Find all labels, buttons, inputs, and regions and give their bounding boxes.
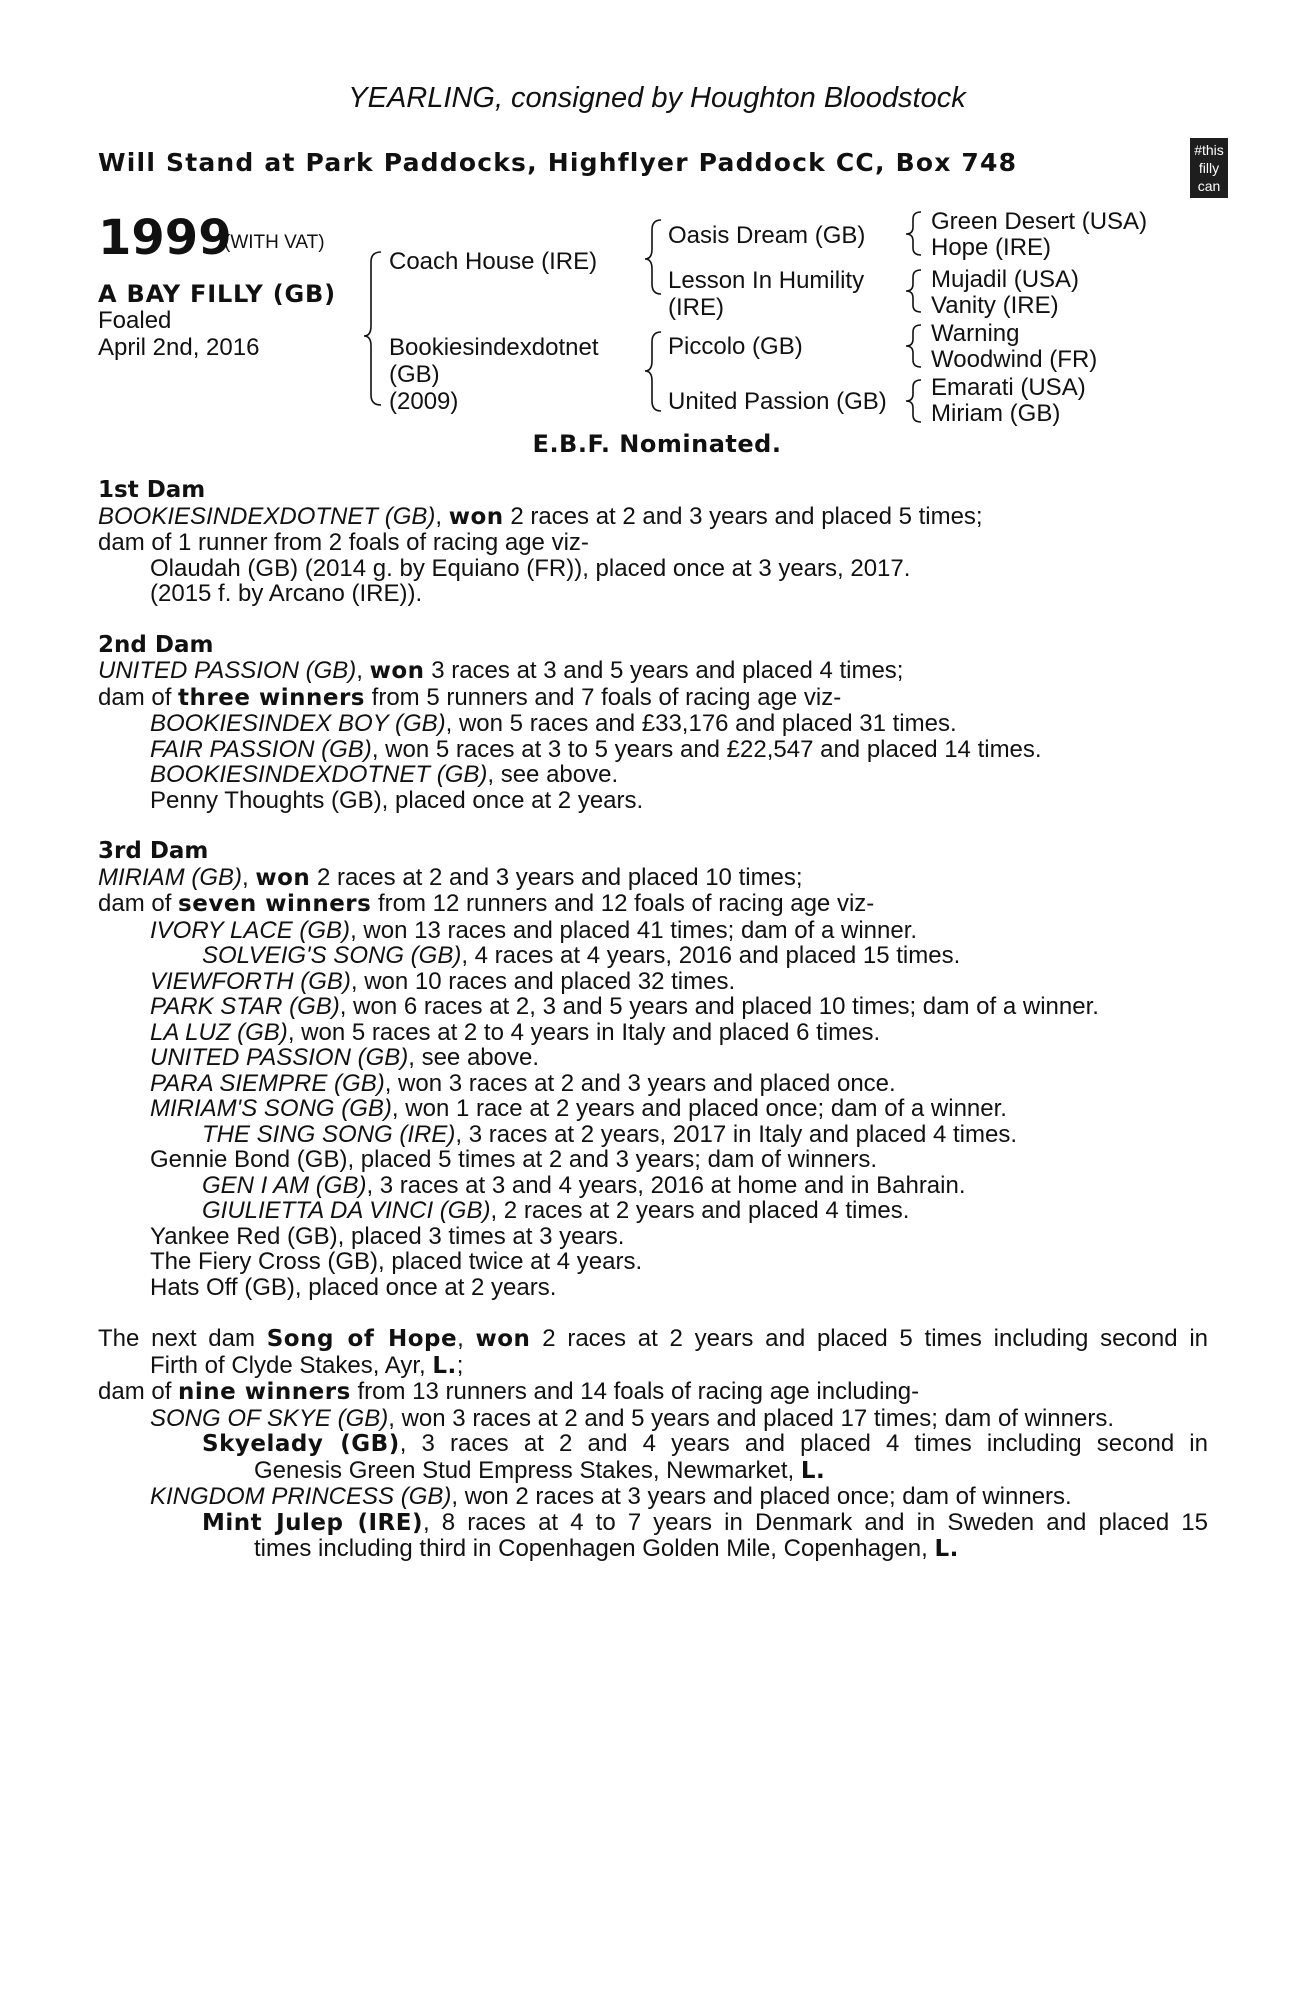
ebf-nominated: E.B.F. Nominated.	[532, 430, 782, 458]
first-dam-foal-2: (2015 f. by Arcano (IRE)).	[150, 580, 423, 607]
third-dam-produce-1	[98, 918, 1208, 944]
third-dam-won: won	[255, 864, 311, 891]
pedigree-sire: Coach House (IRE)	[389, 248, 598, 275]
pedigree-g3-3: Mujadil (USA)	[931, 266, 1080, 293]
pedigree-g3-8: Miriam (GB)	[931, 400, 1061, 427]
first-dam-text: 2 races at 2 and 3 years and placed 5 times;	[503, 502, 983, 530]
listed-marker: L.	[800, 1457, 826, 1484]
next-dam-produce-line	[98, 1379, 1208, 1406]
pedigree-dam-dam: United Passion (GB)	[668, 388, 887, 415]
second-dam-l2c: from 5 runners and 7 foals of racing age viz-	[364, 683, 842, 711]
produce-name: PARK STAR (GB)	[150, 993, 340, 1020]
produce-name: GEN I AM (GB)	[202, 1171, 367, 1199]
produce-name: MIRIAM'S SONG (GB)	[150, 1095, 392, 1122]
produce-name: BOOKIESINDEX BOY (GB)	[150, 710, 446, 737]
third-dam-produce-11	[98, 1173, 1208, 1199]
next-dam-l3a: dam of	[98, 1378, 179, 1405]
produce-name: IVORY LACE (GB)	[150, 916, 351, 944]
second-dam-name: UNITED PASSION (GB)	[98, 657, 357, 684]
produce-name: PARA SIEMPRE (GB)	[150, 1069, 385, 1097]
vat-note: (WITH VAT)	[224, 232, 325, 253]
third-dam-line	[98, 865, 1208, 892]
pedigree-dam-2: (GB)	[389, 361, 440, 388]
next-dam-sep: ,	[457, 1325, 476, 1352]
produce-text: , won 5 races at 3 to 5 years and £22,547 and placed 14 times.	[371, 735, 1042, 763]
third-dam-produce-15: Hats Off (GB), placed once at 2 years.	[150, 1273, 557, 1301]
produce-text-cont: Genesis Green Stud Empress Stakes, Newmarket,	[254, 1456, 801, 1484]
second-dam-produce-2	[98, 737, 1208, 763]
pedigree-dam-sire: Piccolo (GB)	[668, 333, 803, 360]
second-dam-produce-1	[98, 711, 1208, 737]
first-dam-produce-line: dam of 1 runner from 2 foals of racing age viz-	[98, 529, 589, 556]
third-dam-text: 2 races at 2 and 3 years and placed 10 times;	[310, 863, 803, 891]
next-dam-t2: Firth of Clyde Stakes, Ayr,	[150, 1351, 433, 1379]
third-dam-winners: seven winners	[178, 891, 372, 917]
produce-text: , won 13 races and placed 41 times; dam of a winner.	[350, 916, 918, 944]
next-dam-line-2	[98, 1353, 1208, 1380]
third-dam-produce-5	[98, 1020, 1208, 1046]
listed-marker: L.	[432, 1352, 457, 1379]
third-dam-produce-7	[98, 1071, 1208, 1097]
pedigree-g3-7: Emarati (USA)	[931, 374, 1086, 401]
produce-text: , won 5 races and £33,176 and placed 31 times.	[445, 710, 957, 737]
pedigree-dam-1: Bookiesindexdotnet	[389, 334, 599, 361]
second-dam-l2a: dam of	[98, 683, 179, 711]
produce-text: , won 10 races and placed 32 times.	[350, 967, 736, 995]
produce-name: GIULIETTA DA VINCI (GB)	[202, 1197, 491, 1224]
pedigree-sire-dam-2: (IRE)	[668, 294, 724, 321]
listed-marker: L.	[934, 1536, 959, 1562]
third-dam-produce-9	[98, 1122, 1208, 1148]
first-dam-won: won	[448, 503, 504, 530]
pedigree-sire-sire: Oasis Dream (GB)	[668, 222, 866, 249]
stand-location: Will Stand at Park Paddocks, Highflyer Paddock CC, Box 748	[98, 148, 1018, 177]
first-dam-section	[98, 478, 1208, 607]
produce-text: , won 1 race at 2 years and placed once; dam of a winner.	[391, 1095, 1007, 1122]
brace-gen1	[364, 252, 381, 405]
next-dam-line-1	[98, 1326, 1208, 1353]
pedigree-g3-4: Vanity (IRE)	[931, 292, 1059, 319]
third-dam-name: MIRIAM (GB)	[98, 863, 242, 891]
second-dam-line	[98, 658, 1208, 685]
second-dam-produce-4: Penny Thoughts (GB), placed once at 2 years.	[150, 786, 644, 814]
next-dam-winners: nine winners	[178, 1379, 351, 1405]
third-dam-produce-line	[98, 891, 1208, 918]
produce-text: , 3 races at 2 years, 2017 in Italy and placed 4 times.	[455, 1120, 1018, 1148]
lot-description: A BAY FILLY (GB)	[98, 280, 336, 308]
pedigree-dam-3: (2009)	[389, 388, 459, 415]
first-dam-line	[98, 504, 1208, 531]
produce-text: , won 2 races at 3 years and placed once; dam of winners.	[451, 1483, 1072, 1510]
third-dam-sep: ,	[242, 863, 256, 891]
brace-g3-2	[906, 270, 921, 312]
next-dam-produce-4-cont	[98, 1536, 1208, 1563]
produce-name: SOLVEIG'S SONG (GB)	[202, 942, 462, 969]
catalogue-body	[98, 478, 1208, 1589]
pedigree-g3-5: Warning	[931, 320, 1020, 347]
next-dam-l3c: from 13 runners and 14 foals of racing age including-	[350, 1378, 920, 1405]
produce-text: , see above.	[487, 761, 619, 788]
brace-g3-1	[906, 212, 921, 255]
first-dam-title: 1st Dam	[98, 477, 206, 503]
second-dam-produce-line	[98, 685, 1208, 712]
produce-text: , 8 races at 4 to 7 years in Denmark and in Sweden and placed 15	[422, 1508, 1208, 1536]
third-dam-section	[98, 839, 1208, 1300]
next-dam-semicolon: ;	[456, 1351, 464, 1379]
produce-name: THE SING SONG (IRE)	[202, 1120, 456, 1148]
third-dam-produce-13: Yankee Red (GB), placed 3 times at 3 years.	[150, 1222, 625, 1250]
next-dam-produce-2-cont	[98, 1458, 1208, 1485]
next-dam-t1: 2 races at 2 years and placed 5 times including second in	[530, 1325, 1208, 1352]
produce-name: BOOKIESINDEXDOTNET (GB)	[150, 761, 488, 788]
third-dam-produce-2	[98, 943, 1208, 969]
first-dam-name: BOOKIESINDEXDOTNET (GB)	[98, 502, 436, 530]
third-dam-l2a: dam of	[98, 890, 179, 917]
produce-text: , won 5 races at 2 to 4 years in Italy and placed 6 times.	[287, 1018, 881, 1046]
next-dam-lead: The next dam	[98, 1325, 267, 1352]
produce-name: KINGDOM PRINCESS (GB)	[150, 1483, 452, 1510]
third-dam-produce-4	[98, 994, 1208, 1020]
pedigree-g3-1: Green Desert (USA)	[931, 208, 1148, 235]
foaled-label: Foaled	[98, 307, 172, 334]
produce-name: UNITED PASSION (GB)	[150, 1044, 409, 1071]
first-dam-foal-1: Olaudah (GB) (2014 g. by Equiano (FR)), placed once at 3 years, 2017.	[150, 554, 911, 582]
second-dam-text: 3 races at 3 and 5 years and placed 4 times;	[424, 657, 904, 684]
produce-text: , won 3 races at 2 and 5 years and placed 17 times; dam of winners.	[388, 1404, 1114, 1432]
third-dam-title: 3rd Dam	[98, 838, 209, 864]
produce-text: , 3 races at 3 and 4 years, 2016 at home and in Bahrain.	[366, 1171, 966, 1199]
brace-g3-3	[906, 325, 921, 367]
second-dam-produce-3	[98, 762, 1208, 788]
third-dam-produce-6	[98, 1045, 1208, 1071]
produce-text: , 3 races at 2 and 4 years and placed 4 times including second in	[399, 1430, 1208, 1457]
brace-g3-4	[906, 380, 921, 422]
next-dam-produce-2	[98, 1431, 1208, 1458]
produce-text: , see above.	[408, 1044, 540, 1071]
second-dam-winners: three winners	[178, 684, 365, 711]
third-dam-l2c: from 12 runners and 12 foals of racing age viz-	[371, 890, 875, 917]
third-dam-produce-8	[98, 1096, 1208, 1122]
page-heading: YEARLING, consigned by Houghton Bloodstock	[348, 82, 966, 114]
produce-text: , won 6 races at 2, 3 and 5 years and placed 10 times; dam of a winner.	[339, 993, 1099, 1020]
next-dam-section	[98, 1326, 1208, 1563]
brace-sire	[645, 220, 661, 294]
pedigree-g3-6: Woodwind (FR)	[931, 346, 1098, 373]
third-dam-produce-10: Gennie Bond (GB), placed 5 times at 2 and 3 years; dam of winners.	[150, 1146, 878, 1173]
third-dam-produce-12	[98, 1198, 1208, 1224]
lot-number: 1999	[98, 210, 232, 266]
first-dam-sep: ,	[435, 502, 449, 530]
badge-line-2: filly	[1198, 160, 1220, 176]
brace-dam	[645, 332, 661, 411]
next-dam-produce-4	[98, 1510, 1208, 1537]
produce-name: LA LUZ (GB)	[150, 1018, 288, 1046]
foaled-date: April 2nd, 2016	[98, 334, 260, 361]
second-dam-title: 2nd Dam	[98, 631, 214, 658]
next-dam-won: won	[475, 1326, 531, 1352]
produce-text: , 2 races at 2 years and placed 4 times.	[490, 1197, 910, 1224]
third-dam-produce-3	[98, 969, 1208, 995]
second-dam-section	[98, 633, 1208, 814]
pedigree-sire-dam-1: Lesson In Humility	[668, 267, 865, 294]
produce-name: Skyelady (GB)	[202, 1431, 400, 1457]
next-dam-produce-3	[98, 1484, 1208, 1510]
next-dam-produce-1	[98, 1406, 1208, 1432]
produce-name: FAIR PASSION (GB)	[150, 735, 372, 763]
second-dam-sep: ,	[356, 657, 370, 684]
produce-name: Mint Julep (IRE)	[202, 1509, 423, 1536]
produce-text: , 4 races at 4 years, 2016 and placed 15 times.	[461, 942, 961, 969]
produce-text: , won 3 races at 2 and 3 years and placed once.	[384, 1069, 896, 1097]
badge-line-3: can	[1197, 178, 1221, 194]
second-dam-won: won	[369, 658, 425, 684]
produce-text-cont: times including third in Copenhagen Golden Mile, Copenhagen,	[254, 1535, 935, 1562]
badge-line-1: #this	[1194, 142, 1224, 158]
next-dam-name: Song of Hope	[266, 1326, 458, 1352]
produce-name: VIEWFORTH (GB)	[150, 967, 351, 995]
produce-name: SONG OF SKYE (GB)	[150, 1404, 389, 1432]
third-dam-produce-14: The Fiery Cross (GB), placed twice at 4 years.	[150, 1248, 643, 1275]
pedigree-g3-2: Hope (IRE)	[931, 234, 1052, 261]
